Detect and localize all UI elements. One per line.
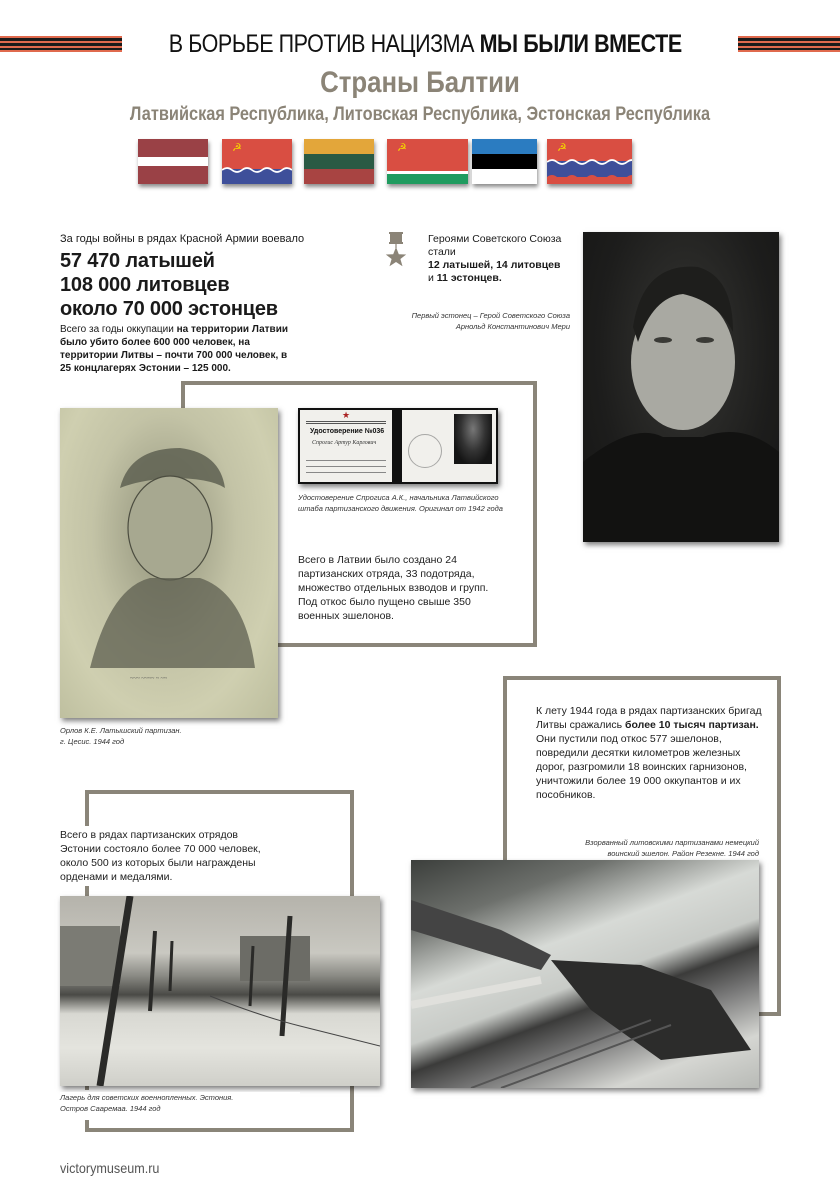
derailed-train-photo bbox=[411, 860, 759, 1088]
hero-star-medal-icon bbox=[385, 232, 407, 268]
stat-lithuanians: 108 000 литовцев bbox=[60, 274, 230, 296]
ribbon-right bbox=[738, 36, 840, 52]
flag-lithuania bbox=[304, 139, 374, 184]
stat-latvians: 57 470 латышей bbox=[60, 250, 215, 272]
site-url[interactable]: victorymuseum.ru bbox=[60, 1160, 160, 1176]
hammer-sickle-icon: ☭ bbox=[232, 142, 242, 154]
id-caption-line1: Удостоверение Спрогиса А.К., начальника Латвийского bbox=[298, 493, 499, 502]
sprogis-id-card-image bbox=[298, 408, 498, 484]
camp-caption-line1: Лагерь для советских военнопленных. Эстония. bbox=[60, 1093, 234, 1102]
estonia-text: Всего в рядах партизанских отрядов Эстонии состояло более 70 000 человек, около 500 из которых были награждены орденами и медалями. bbox=[60, 828, 280, 884]
star-icon: ★ bbox=[341, 410, 351, 420]
id-card-right-page bbox=[402, 410, 496, 482]
id-caption-line2: штаба партизанского движения. Оригинал от 1942 года bbox=[298, 504, 503, 513]
stat-estonians: около 70 000 эстонцев bbox=[60, 298, 278, 320]
meri-caption-line2: Арнольд Константинович Мери bbox=[455, 322, 570, 331]
id-card-heading: Удостоверение №036 bbox=[310, 428, 385, 435]
heroes-line2-regular: и bbox=[428, 272, 437, 284]
id-photo bbox=[454, 414, 492, 464]
sketch-caption bbox=[60, 725, 260, 747]
flag-latvian-ssr bbox=[222, 139, 292, 184]
lithuania-text-regular1: К лету 1944 года в рядах партизанских бригад Литвы сражались bbox=[536, 705, 762, 731]
occupation-bold: на территории Латвии было убито более 600 000 человек, на территории Литвы – почти 700 000 человек, в 25 концлагерях Эстонии – 125 000. bbox=[60, 324, 289, 374]
latvia-partisans-text: Всего в Латвии было создано 24 партизанских отряда, 33 подотряда, множество отдельных взводов и групп. Под откос было пущено свыше 350 военных эшелонов. bbox=[298, 554, 489, 622]
pow-camp-photo bbox=[60, 896, 380, 1086]
train-caption bbox=[540, 837, 759, 859]
ribbon-left bbox=[0, 36, 122, 52]
occupation-regular: Всего за годы оккупации bbox=[60, 324, 177, 335]
army-intro: За годы войны в рядах Красной Армии воевало bbox=[60, 233, 305, 245]
sketch-caption-line1: Орлов К.Е. Латышский партизан. bbox=[60, 726, 182, 735]
stamp-icon bbox=[408, 434, 442, 468]
svg-text:~~~ ~~~~ ~ ~~: ~~~ ~~~~ ~ ~~ bbox=[130, 676, 167, 682]
id-card-caption bbox=[298, 492, 528, 514]
heroes-line2-bold: 11 эстонцев. bbox=[436, 272, 502, 284]
headline-regular: В БОРЬБЕ ПРОТИВ НАЦИЗМА bbox=[168, 30, 480, 58]
partisan-sketch-image bbox=[60, 408, 278, 718]
heroes-text bbox=[428, 233, 588, 285]
id-card-name: Спрогис Артур Карлович bbox=[312, 440, 377, 446]
flag-latvia bbox=[138, 139, 208, 184]
train-caption-line2: воинский эшелон. Район Резекне. 1944 год bbox=[607, 849, 759, 858]
headline-bold: МЫ БЫЛИ ВМЕСТЕ bbox=[479, 30, 682, 58]
lithuania-text-bold: более 10 тысяч партизан. bbox=[625, 719, 759, 731]
meri-caption bbox=[400, 310, 570, 332]
id-card-left-page bbox=[300, 410, 392, 482]
army-stats bbox=[60, 249, 278, 321]
page-title: Страны Балтии bbox=[320, 66, 520, 99]
hammer-sickle-icon: ☭ bbox=[397, 142, 407, 154]
page-subtitle: Латвийская Республика, Литовская Республика, Эстонская Республика bbox=[129, 104, 711, 125]
flag-lithuanian-ssr bbox=[387, 139, 468, 184]
lithuania-text-regular2: Они пустили под откос 577 эшелонов, повредили десятки километров железных дорог, разгромили 18 воинских гарнизонов, уничтожили более 19 000 оккупантов и их пособников. bbox=[536, 733, 747, 801]
train-caption-line1: Взорванный литовскими партизанами немецкий bbox=[585, 838, 759, 847]
meri-caption-line1: Первый эстонец – Герой Советского Союза bbox=[411, 311, 570, 320]
meri-portrait-photo bbox=[583, 232, 779, 542]
heroes-intro: Героями Советского Союза стали bbox=[428, 233, 562, 258]
sketch-caption-line2: г. Цесис. 1944 год bbox=[60, 737, 125, 746]
heroes-bold-line1: 12 латышей, 14 литовцев bbox=[428, 259, 561, 271]
lithuania-text bbox=[536, 704, 766, 802]
camp-caption bbox=[60, 1092, 300, 1114]
headline bbox=[168, 30, 682, 59]
hammer-sickle-icon: ☭ bbox=[557, 142, 567, 154]
flag-estonia bbox=[472, 139, 537, 184]
flag-estonian-ssr bbox=[547, 139, 632, 184]
camp-caption-line2: Остров Сааремаа. 1944 год bbox=[60, 1104, 161, 1113]
occupation-text bbox=[60, 323, 300, 375]
